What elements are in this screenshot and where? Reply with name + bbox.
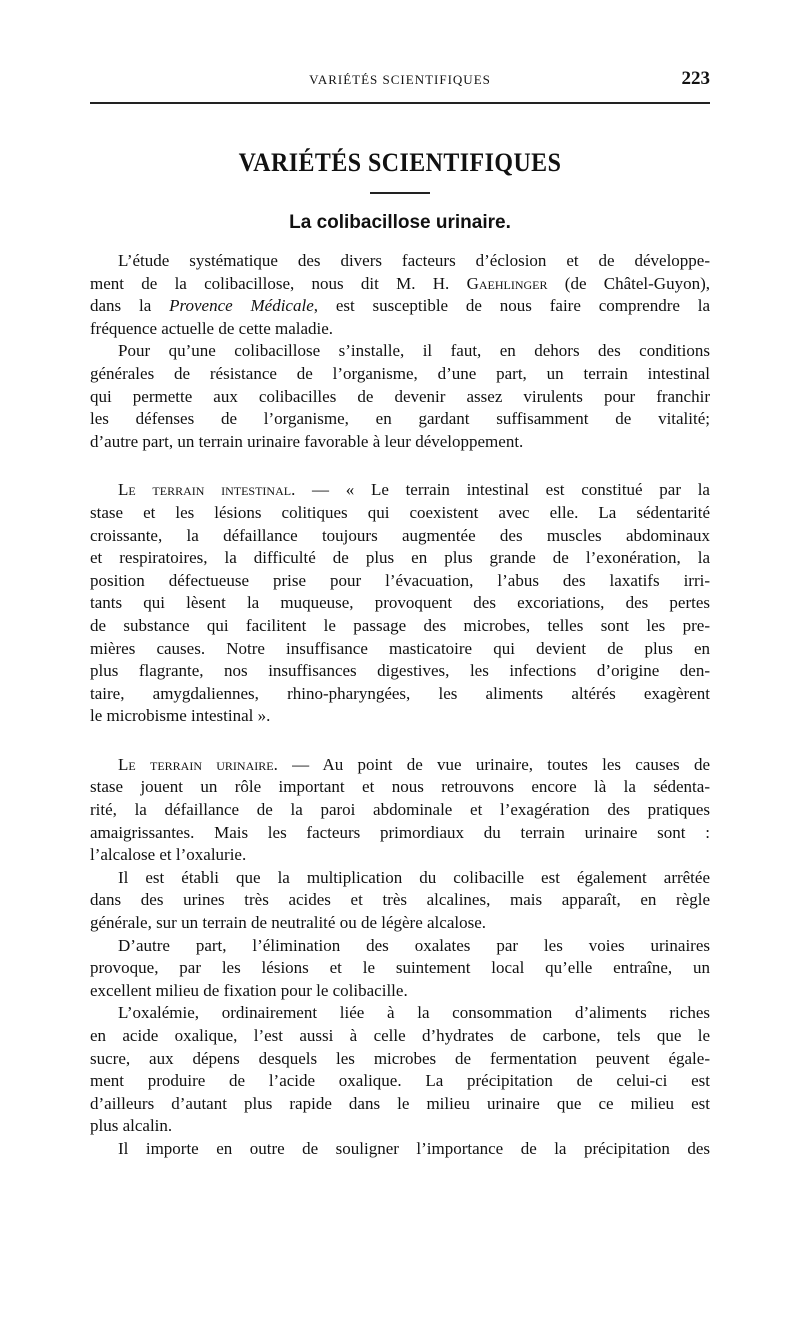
paragraph-oxalemie xyxy=(90,1002,710,1138)
paragraph-conditions xyxy=(90,340,710,453)
text-line: L’étude systématique des divers facteurs d’éclosion et de développe- xyxy=(118,251,710,270)
running-header xyxy=(90,62,710,96)
text-line: amaigrissantes. Mais les facteurs primordiaux du terrain urinaire sont : xyxy=(90,822,710,842)
paragraph-terrain-intestinal xyxy=(90,479,710,728)
text-line: dans des urines très acides et très alcalines, mais apparaît, en règle xyxy=(90,890,710,910)
subsection-heading: Le terrain intestinal. xyxy=(118,480,296,500)
text-line: fréquence actuelle de cette maladie. xyxy=(90,318,334,338)
text-line xyxy=(90,273,710,296)
text-run: , est susceptible de nous faire comprendre la xyxy=(313,296,710,316)
text-line: rité, la défaillance de la paroi abdominale et l’exagération des pratiques xyxy=(90,800,710,820)
text-line xyxy=(90,479,710,502)
text-line: L’oxalémie, ordinairement liée à la consommation d’aliments riches xyxy=(118,1003,710,1023)
text-line: Il est établi que la multiplication du colibacille est également arrêtée xyxy=(118,867,710,887)
text-line: mières causes. Notre insuffisance masticatoire qui devient de plus en xyxy=(90,638,710,658)
text-line: plus flagrante, nos insuffisances digestives, les infections d’origine den- xyxy=(90,661,710,681)
text-line xyxy=(90,295,710,318)
text-line: générales de résistance de l’organisme, d’une part, un terrain intestinal xyxy=(90,363,710,383)
running-title: VARIÉTÉS SCIENTIFIQUES xyxy=(309,72,491,87)
article-title: La colibacillose urinaire. xyxy=(289,212,511,233)
text-line: générale, sur un terrain de neutralité ou de légère alcalose. xyxy=(90,913,486,933)
page-number: 223 xyxy=(681,68,710,89)
text-line: sucre, aux dépens desquels les microbes de fermentation peuvent égale- xyxy=(90,1048,710,1068)
page xyxy=(90,62,710,1161)
paragraph-oxalates xyxy=(90,935,710,1003)
text-line: D’autre part, l’élimination des oxalates par les voies urinaires xyxy=(118,935,710,955)
text-line: excellent milieu de fixation pour le colibacille. xyxy=(90,980,408,1000)
text-line: stase jouent un rôle important et nous retrouvons encore là la sédenta- xyxy=(90,777,710,797)
paragraph-terrain-urinaire xyxy=(90,754,710,867)
text-line: l’alcalose et l’oxalurie. xyxy=(90,845,247,865)
paragraph-intro xyxy=(90,250,710,340)
text-line: qui permette aux colibacilles de devenir assez virulents pour franchir xyxy=(90,386,710,406)
text-line: provoque, par les lésions et le suintement local qu’elle entraîne, un xyxy=(90,958,710,978)
text-line xyxy=(90,754,710,777)
text-line: tants qui lèsent la muqueuse, provoquent des excoriations, des pertes xyxy=(90,593,710,613)
title-rule xyxy=(370,192,430,194)
text-line: d’autre part, un terrain urinaire favorable à leur développement. xyxy=(90,431,524,451)
text-run: dans la xyxy=(90,296,170,316)
text-line: d’ailleurs d’autant plus rapide dans le milieu urinaire que ce milieu est xyxy=(90,1093,710,1113)
spacer xyxy=(90,453,710,479)
text-line: et respiratoires, la difficulté de plus en plus grande de l’exonération, la xyxy=(90,548,710,568)
author-name: Gaehlinger xyxy=(466,273,548,293)
text-line: plus alcalin. xyxy=(90,1116,173,1136)
paragraph-multiplication xyxy=(90,867,710,935)
header-rule xyxy=(90,102,710,104)
text-line: Il importe en outre de souligner l’importance de la précipitation des xyxy=(118,1138,710,1158)
text-line: ment produire de l’acide oxalique. La précipitation de celui-ci est xyxy=(90,1071,710,1091)
section-title: VARIÉTÉS SCIENTIFIQUES xyxy=(238,148,562,177)
text-line: position défectueuse prise pour l’évacuation, l’abus des laxatifs irri- xyxy=(90,570,710,590)
text-line: le microbisme intestinal ». xyxy=(90,706,271,726)
text-line: Pour qu’une colibacillose s’installe, il faut, en dehors des conditions xyxy=(118,341,710,361)
text-line: taire, amygdaliennes, rhino-pharyngées, les aliments altérés exagèrent xyxy=(90,683,710,703)
journal-name: Provence Médicale xyxy=(169,296,314,316)
spacer xyxy=(90,728,710,754)
text-line: les défenses de l’organisme, en gardant suffisamment de vitalité; xyxy=(90,409,710,429)
text-run: ment de la colibacillose, nous dit M. H. xyxy=(90,273,467,293)
text-line: stase et les lésions colitiques qui coexistent avec elle. La sédentarité xyxy=(90,502,710,522)
text-run: — Au point de vue urinaire, toutes les causes de xyxy=(277,754,710,774)
paragraph-precipitation xyxy=(90,1138,710,1161)
text-line: croissante, la défaillance toujours augmentée des muscles abdominaux xyxy=(90,525,710,545)
subsection-heading: Le terrain urinaire. xyxy=(118,754,278,774)
text-run: (de Châtel-Guyon), xyxy=(547,273,710,293)
text-line: en acide oxalique, l’est aussi à celle d’hydrates de carbone, tels que le xyxy=(90,1026,710,1045)
text-run: — « Le terrain intestinal est constitué par la xyxy=(295,480,710,500)
text-line: de substance qui facilitent le passage des microbes, telles sont les pre- xyxy=(90,615,710,635)
